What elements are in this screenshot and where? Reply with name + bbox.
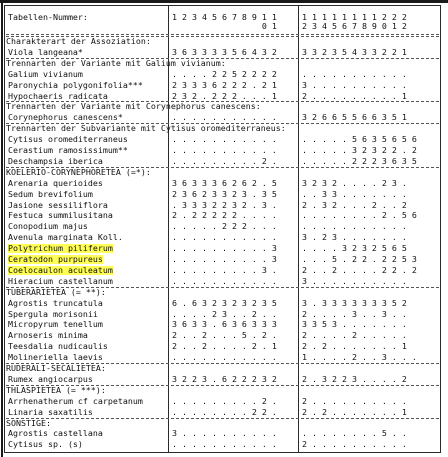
header-label: Tabellen-Nummer: <box>8 13 88 22</box>
cover-values-2: 3 . . . . . . . . . . <box>302 79 407 90</box>
cover-values-1: . . . . . . . . . . . <box>172 439 277 450</box>
cover-values-2: 2 . . . . . . . . . . <box>302 439 407 450</box>
cover-values-2: 2 . 3 2 . . . 2 . . 2 <box>302 199 407 210</box>
species-name: Spergula morisonii <box>8 309 98 319</box>
species-row <box>0 375 448 384</box>
species-row <box>0 211 448 220</box>
cover-values-1: 3 6 3 3 3 3 5 6 4 3 2 <box>172 46 277 57</box>
section-title: KOELERIO-CORYNEPHORETEA (=*): <box>6 167 151 177</box>
cover-values-2: 3 3 5 3 . . . . . . . <box>302 319 407 330</box>
section-title: RUDERALI-SECALIETEA: <box>6 364 106 373</box>
species-name: Cytisus sp. (s) <box>8 440 83 450</box>
cover-values-1: 2 3 3 3 6 2 2 2 . 2 1 <box>172 79 277 90</box>
species-name: Micropyrum tenellum <box>8 320 103 330</box>
section-title: Trennarten der Variante mit Galium vivianum: <box>6 58 226 68</box>
species-row <box>0 408 448 417</box>
species-row <box>0 429 448 438</box>
species-row <box>0 331 448 340</box>
section-header <box>0 364 448 373</box>
cover-values-2: . . . . . 5 6 3 5 6 5 6 <box>302 134 417 145</box>
species-name: Festuca summilusitana <box>8 211 113 221</box>
species-row <box>0 179 448 188</box>
section-rule <box>6 167 439 168</box>
species-name: Sedum brevifolium <box>8 189 93 199</box>
species-row <box>0 320 448 329</box>
header-rule <box>6 34 439 35</box>
cover-values-1: . . . . . . . . . . . <box>172 352 277 363</box>
cover-values-2: 3 2 3 2 . . . . 2 3 . <box>302 177 407 188</box>
cover-values-1: . . . . 2 3 . . 2 . . <box>172 308 277 319</box>
species-row <box>0 353 448 362</box>
species-name: Coelocaulon aculeatum <box>8 265 113 275</box>
section-title: Trennarten der Subvariante mit Cytisus oromediterraneus: <box>6 124 286 134</box>
species-name: Arnoseris minima <box>8 331 88 341</box>
species-row <box>0 440 448 449</box>
cover-values-2: . . . . . . . . 2 . 5 6 <box>302 210 417 221</box>
cover-values-1: . . . . . . . . . . . <box>172 134 277 145</box>
section-title: SONSTIGE: <box>6 418 51 428</box>
species-row <box>0 48 448 57</box>
section-rule <box>6 418 439 419</box>
species-row <box>0 190 448 199</box>
cover-values-1: . . . . . 2 2 2 . . . <box>172 221 277 232</box>
cover-values-2: . . . . . 3 2 3 2 2 . 2 <box>302 145 417 155</box>
cover-values-1: . 3 3 3 2 2 3 2 . 3 . <box>172 199 277 210</box>
cover-values-2: 3 . . . . . . . . . . <box>302 275 407 286</box>
species-name: Galium vivianum <box>8 69 83 79</box>
species-name: Arrhenatherum cf carpetanum <box>8 396 143 406</box>
section-rule <box>6 123 439 124</box>
section-header <box>0 386 448 395</box>
species-name: Avenula marginata Koll. <box>8 233 123 243</box>
cover-values-1: 3 6 3 3 3 6 2 6 2 . 5 <box>172 177 277 188</box>
cover-values-2: 2 . 2 . . . . . . . 1 <box>302 406 407 417</box>
cover-values-2: . . . . . . . . 5 . . <box>302 428 407 439</box>
species-name: Agrostis castellana <box>8 429 103 439</box>
cover-values-1: . . . . . . . . . . 3 <box>172 243 277 254</box>
species-row <box>0 135 448 144</box>
species-name: Deschampsia iberica <box>8 156 103 166</box>
cover-values-1: . . . . . . . . . . . <box>172 232 277 243</box>
header-numbers-2b: 2 3 4 5 6 7 8 9 0 1 2 <box>302 21 407 31</box>
header-row-2 <box>0 22 448 31</box>
cover-values-1: 6 . 6 3 2 3 2 3 2 3 5 <box>172 297 277 308</box>
species-row <box>0 81 448 90</box>
header-numbers-1b: 0 1 <box>172 21 277 31</box>
species-name: Ceratodon purpureus <box>8 255 103 264</box>
cover-values-1: . . . . . . . . . 3 . <box>172 264 277 275</box>
species-name: Hypochaeris radicata <box>8 91 108 101</box>
cover-values-2: . . . . . . . . . . . <box>302 221 407 232</box>
cover-values-2: 3 . 2 3 . . . . . . . <box>302 232 407 243</box>
species-row <box>0 397 448 406</box>
species-row <box>0 266 448 275</box>
species-name: Cerastium ramosissimum** <box>8 146 128 155</box>
cover-values-2: . . . . . . . . . . . <box>302 68 407 79</box>
species-row <box>0 299 448 308</box>
section-rule <box>6 363 439 364</box>
cover-values-1: . . . . . . . . . . . <box>172 112 277 123</box>
cover-values-2: 3 2 6 6 5 5 6 6 3 5 1 <box>302 112 407 123</box>
header-numbers-2: 1 1 1 1 1 1 1 1 2 2 2 <box>302 12 407 22</box>
species-row <box>0 277 448 286</box>
cover-values-2: 3 . 3 3 3 3 3 3 3 5 2 <box>302 297 407 308</box>
section-rule <box>6 36 439 37</box>
section-title: THLASPIETEA (= ***): <box>6 385 106 395</box>
cover-values-1: . . . . 2 2 5 2 2 2 2 <box>172 68 277 79</box>
species-name: Polytrichum piliferum <box>8 244 113 254</box>
cover-values-2: 2 . . . . 2 . . . . . <box>302 330 407 341</box>
cover-values-2: 2 . . . . 3 . . 3 . . <box>302 308 407 319</box>
species-row <box>0 70 448 79</box>
species-name: Molineriella laevis <box>8 353 103 363</box>
species-name: Linaria saxatilis <box>8 407 93 417</box>
section-rule <box>6 287 439 288</box>
cover-values-1: 3 6 3 3 . 6 3 6 3 3 3 <box>172 319 277 330</box>
cover-values-2: . . . . 3 2 3 2 5 6 5 <box>302 243 407 254</box>
species-name: Hieracium castellanum <box>8 276 113 286</box>
section-title: Charakterart der Assoziation: <box>6 37 151 46</box>
species-row <box>0 157 448 166</box>
species-row <box>0 255 448 264</box>
cover-values-1: 2 . . 2 . . . 5 . 2 . <box>172 330 277 341</box>
cover-values-2: . . . . . 2 2 2 3 6 3 5 <box>302 155 417 166</box>
species-name: Jasione sessiliflora <box>8 200 108 210</box>
cover-values-2: 2 . 2 . . . . . . . 1 <box>302 341 407 352</box>
section-title: Trennarten der Variante mit Corynephorus canescens: <box>6 102 261 112</box>
species-name: Viola langeana* <box>8 47 83 57</box>
section-header <box>0 37 448 46</box>
cover-values-1: 3 . . . . . . . . . . <box>172 428 277 439</box>
species-name: Rumex angiocarpus <box>8 374 93 384</box>
cover-values-1: . . . . . . . . . 2 . <box>172 155 277 166</box>
species-row <box>0 222 448 231</box>
cover-values-1: . . . . . . . . 2 2 . <box>172 406 277 417</box>
cover-values-2: 1 . . . . 2 . . 3 . . . <box>302 352 417 363</box>
cover-values-2: . . . 5 . 2 2 . 2 2 5 3 <box>302 254 417 264</box>
section-header <box>0 102 448 111</box>
section-rule <box>6 101 439 102</box>
species-name: Teesdalia nudicaulis <box>8 342 108 352</box>
section-header <box>0 59 448 68</box>
cover-values-2: 2 . . 2 . . . . 2 2 . 2 <box>302 264 417 275</box>
species-name: Corynephorus canescens* <box>8 113 123 123</box>
species-row <box>0 201 448 210</box>
species-row <box>0 244 448 253</box>
species-name: Arenaria querioides <box>8 178 103 188</box>
cover-values-1: . . . . . . . . . 2 . <box>172 395 277 406</box>
species-row <box>0 310 448 319</box>
section-header <box>0 288 448 297</box>
species-row <box>0 233 448 242</box>
section-header <box>0 168 448 177</box>
cover-values-1: 2 3 2 . 2 2 2 . . . 1 <box>172 90 277 101</box>
section-rule <box>6 58 439 59</box>
species-name: Agrostis truncatula <box>8 298 103 308</box>
species-row <box>0 113 448 122</box>
species-row <box>0 146 448 155</box>
section-rule <box>6 385 439 386</box>
species-name: Paronychia polygonifolia*** <box>8 80 143 90</box>
cover-values-1: 3 2 2 3 . 6 2 2 2 3 2 <box>172 373 277 384</box>
species-row <box>0 342 448 351</box>
section-header <box>0 124 448 133</box>
cover-values-1: . . . . . . . . . . . <box>172 275 277 286</box>
header-numbers-1: 1 2 3 4 5 6 7 8 9 1 1 <box>172 12 277 22</box>
section-title: TUBERARIETEA (= **): <box>6 287 106 297</box>
cover-values-1: . . . . . . . . . . 3 <box>172 254 277 264</box>
cover-values-1: 2 3 6 2 3 3 2 3 . 3 5 <box>172 188 277 199</box>
cover-values-1: 2 . . 2 . . . . 2 . 1 <box>172 341 277 352</box>
cover-values-2: 2 . . . . . . . . . 1 <box>302 90 407 101</box>
cover-values-2: . . 3 3 . . . . . . . <box>302 188 407 199</box>
section-header <box>0 419 448 428</box>
cover-values-1: . . . . . . . . . . . <box>172 145 277 155</box>
species-name: Conopodium majus <box>8 222 88 232</box>
cover-values-1: 2 . 2 2 2 2 2 . . . . <box>172 210 277 221</box>
cover-values-2: 2 . 3 2 2 3 . . . . 2 <box>302 373 407 384</box>
species-row <box>0 92 448 101</box>
species-name: Cytisus oromediterraneus <box>8 135 128 145</box>
top-border <box>0 0 448 3</box>
cover-values-2: 3 3 2 3 5 4 3 3 2 2 1 <box>302 46 407 57</box>
cover-values-2: 2 . . . . . . . . . . <box>302 395 407 406</box>
